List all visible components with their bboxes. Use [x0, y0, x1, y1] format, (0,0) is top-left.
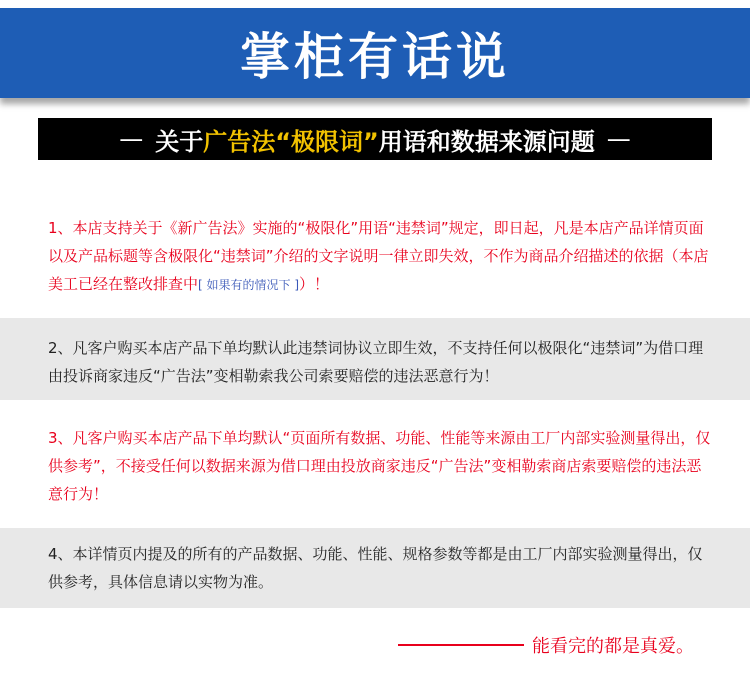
footer	[398, 632, 694, 658]
notice-1	[0, 214, 750, 306]
subtitle-prefix: 关于	[155, 127, 204, 156]
subtitle-suffix: 用语和数据来源问题	[378, 127, 595, 156]
notice-1-text	[48, 214, 712, 299]
notice-1-bracket: [ 如果有的情况下 ]	[198, 278, 300, 292]
notice-3	[0, 418, 750, 518]
header-banner	[0, 8, 750, 98]
notice-1-end: ）！	[299, 275, 330, 293]
notice-3-text: 3、凡客户购买本店产品下单均默认“页面所有数据、功能、性能等来源由工厂内部实验测量得出，仅供参考”，不接受任何以数据来源为借口理由投放商家违反“广告法”变相勒索商店索要赔偿的违法恶意行为！	[48, 429, 711, 503]
notice-2	[0, 318, 750, 400]
subtitle-bar	[38, 118, 712, 160]
notice-1-main: 1、本店支持关于《新广告法》实施的“极限化”用语“违禁词”规定，即日起，凡是本店产品详情页面以及产品标题等含极限化“违禁词”介绍的文字说明一律立即失效，不作为商品介绍描述的依据（本店美工已经在整改排查中	[48, 219, 709, 293]
notice-4-text: 4、本详情页内提及的所有的产品数据、功能、性能、规格参数等都是由工厂内部实验测量得出，仅供参考，具体信息请以实物为准。	[48, 545, 703, 591]
page-title: 掌柜有话说	[240, 28, 510, 86]
subtitle-dash-right: —	[606, 125, 631, 153]
subtitle-dash-left: —	[119, 125, 144, 153]
notice-2-text: 2、凡客户购买本店产品下单均默认此违禁词协议立即生效，不支持任何以极限化“违禁词”为借口理由投诉商家违反“广告法”变相勒索我公司索要赔偿的违法恶意行为！	[48, 339, 704, 385]
subtitle-highlight: 广告法“极限词”	[203, 127, 379, 156]
footer-divider-line	[398, 644, 524, 646]
notice-4	[0, 528, 750, 608]
footer-text: 能看完的都是真爱。	[532, 636, 694, 657]
